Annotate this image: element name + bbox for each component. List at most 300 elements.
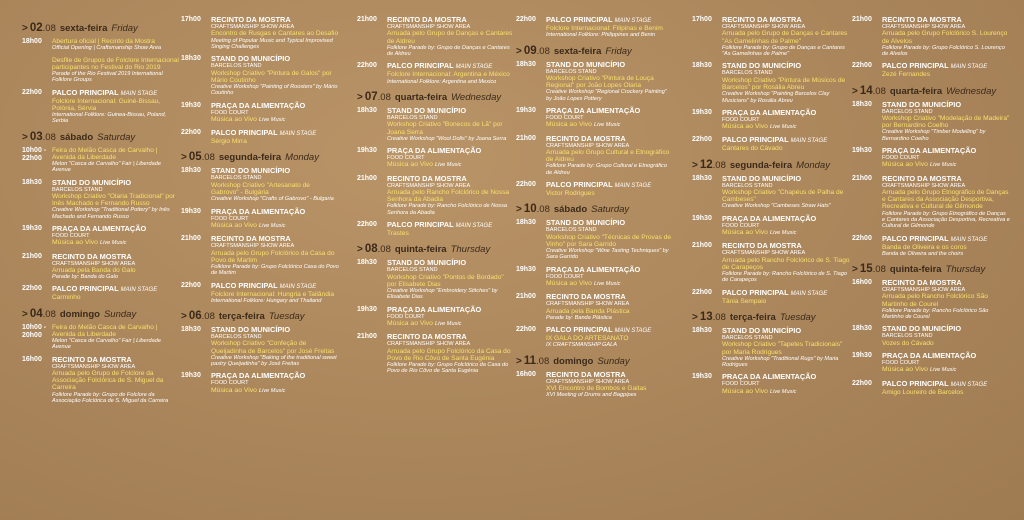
venue-subtitle: FOOD COURT — [211, 109, 249, 116]
event-time: 19h30 — [852, 352, 872, 360]
event-venue — [722, 242, 850, 250]
event-description: Melon "Casca de Carvalho" Fair | Liberdade Avenue — [52, 338, 161, 351]
venue-name: PRAÇA DA ALIMENTAÇÃO — [546, 264, 641, 274]
event-time: 19h30 — [181, 372, 201, 380]
event-title: Arruada pela Banda Plástica — [546, 307, 630, 315]
event-item — [357, 62, 515, 85]
venue-name: RECINTO DA MOSTRA — [211, 15, 291, 24]
event-item — [181, 102, 339, 125]
event-description: Creative Workshop "Wool Dolls" by Joana Serra — [387, 135, 507, 142]
day-number: 05 — [188, 151, 202, 164]
event-venue — [546, 371, 674, 379]
event-description: Creative Workshop "Traditional Pottery" by Inês Machado and Fernando Russo — [52, 207, 170, 220]
event-time: 22h00 — [692, 288, 712, 296]
event-time: 19h30 — [357, 305, 377, 313]
venue-subtitle: CRAFTSMANSHIP SHOW AREA — [387, 182, 471, 189]
venue-subtitle: FOOD COURT — [211, 380, 249, 387]
event-title: Carminho — [52, 294, 81, 302]
event-description: Meeting of Popular Music and Typical Improvised Singing Challenges — [211, 37, 333, 50]
venue-subtitle: FOOD COURT — [387, 155, 425, 162]
event-description: Folklore Parade by: Grupo Folclórico da Casa do Povo de Rio Côvo de Santa Eugénia — [387, 362, 509, 375]
day-name: terça-feira — [218, 311, 265, 323]
event-venue — [52, 89, 180, 98]
venue-subtitle: CRAFTSMANSHIP SHOW AREA — [882, 24, 966, 30]
event-item — [852, 101, 1010, 142]
event-venue — [546, 107, 674, 115]
live-music-label: Música ao Vivo — [722, 387, 768, 395]
event-body — [722, 136, 850, 152]
event-venue — [211, 55, 339, 63]
venue-subtitle: BARCELOS STAND — [546, 68, 597, 75]
day-number: 09 — [523, 44, 537, 57]
event-time: 21h00 — [516, 293, 536, 301]
event-title: Feira do Melão Casca de Carvalho | Avenida da Liberdade — [52, 146, 158, 161]
event-time: 18h30 — [692, 174, 712, 182]
day-number: 08 — [364, 243, 378, 256]
event-venue — [546, 61, 674, 69]
event-time: 18h30 — [22, 178, 42, 186]
event-body — [722, 215, 850, 238]
event-venue — [722, 373, 850, 381]
event-venue — [722, 289, 850, 298]
venue-name-english: MAIN STAGE — [790, 290, 828, 297]
day-name-english: Tuesday — [779, 311, 816, 323]
event-venue — [211, 372, 339, 380]
event-title: Zezé Fernandes — [882, 71, 931, 79]
event-venue — [722, 175, 850, 183]
event-body — [52, 225, 180, 248]
event-venue — [882, 235, 1010, 244]
venue-subtitle: BARCELOS STAND — [546, 227, 597, 234]
event-item — [692, 16, 850, 57]
venue-subtitle: BARCELOS STAND — [722, 70, 773, 77]
venue-name: PRAÇA DA ALIMENTAÇÃO — [52, 223, 147, 233]
event-venue — [546, 293, 674, 301]
venue-name: PRAÇA DA ALIMENTAÇÃO — [722, 107, 817, 117]
venue-name: RECINTO DA MOSTRA — [882, 278, 962, 288]
event-item — [852, 235, 1010, 258]
event-item — [516, 371, 674, 399]
live-music-line — [722, 123, 850, 131]
venue-subtitle: BARCELOS STAND — [211, 175, 262, 182]
event-item — [516, 219, 674, 260]
venue-name-english: MAIN STAGE — [950, 64, 988, 71]
venue-subtitle: CRAFTSMANSHIP SHOW AREA — [882, 182, 966, 189]
event-title: Arruada pelo Grupo de Folclore da Associação Folclórica de S. Miguel da Carreira — [52, 370, 164, 392]
event-venue — [52, 356, 180, 364]
month-number: .08 — [201, 152, 215, 164]
day-number: 12 — [699, 158, 713, 171]
day-name: quinta-feira — [889, 264, 942, 276]
venue-subtitle: FOOD COURT — [722, 222, 760, 229]
venue-name: PRAÇA DA ALIMENTAÇÃO — [211, 371, 306, 381]
event-body — [211, 129, 339, 145]
event-body — [211, 16, 339, 50]
live-music-english: Live Music — [593, 122, 621, 129]
event-venue — [882, 175, 1010, 183]
day-number: 15 — [859, 263, 873, 276]
venue-name: PRAÇA DA ALIMENTAÇÃO — [211, 206, 306, 216]
day-name-english: Thursday — [450, 244, 491, 256]
schedule-column — [692, 16, 850, 401]
event-time: 18h30 — [852, 325, 872, 333]
event-item — [852, 62, 1010, 78]
event-time: 22h00 — [516, 16, 536, 23]
event-description: Parade of the Rio Festival 2019 International Folklore Groups — [52, 70, 163, 84]
event-title: Abertura oficial | Recinto da Mostra — [52, 38, 155, 45]
event-time: 22h00 — [22, 285, 42, 293]
event-title: Workshop Criativo "Pintura de Músicos de Barcelos" por Rosália Abreu — [722, 76, 846, 92]
event-item — [22, 89, 180, 125]
event-venue — [211, 102, 339, 110]
event-item — [357, 107, 515, 142]
event-item — [692, 215, 850, 238]
event-time: 17h00 — [692, 16, 712, 23]
event-time: 18h30 — [357, 259, 377, 267]
event-description: Folklore Parade by: Grupo Folclórico Casa do Povo de Martim — [211, 263, 339, 277]
event-body — [52, 285, 180, 301]
venue-name: RECINTO DA MOSTRA — [387, 332, 467, 342]
event-time: 16h00 — [852, 279, 872, 287]
venue-name: PALCO PRINCIPAL — [387, 220, 454, 230]
day-header — [357, 243, 515, 255]
event-title: XVI Encontro de Bombos e Gaitas — [546, 384, 647, 392]
event-time: 19h30 — [181, 207, 201, 215]
event-title: Arruada pelo Grupo Folclórico da Casa do Povo de Martim — [211, 249, 335, 264]
day-name-english: Monday — [285, 152, 319, 164]
event-item — [692, 136, 850, 152]
event-venue — [722, 215, 850, 223]
day-number: 10 — [523, 203, 537, 216]
day-name-english: Sunday — [597, 355, 630, 367]
event-venue — [52, 225, 180, 233]
venue-name-english: MAIN STAGE — [279, 283, 317, 290]
venue-subtitle: BARCELOS STAND — [211, 63, 262, 70]
event-body — [546, 326, 674, 349]
event-body — [387, 306, 515, 329]
month-number: .08 — [377, 91, 391, 103]
event-venue — [387, 333, 515, 341]
event-time: 21h00 — [852, 16, 872, 23]
venue-subtitle: FOOD COURT — [722, 116, 760, 123]
event-body — [722, 373, 850, 396]
event-time: 18h30 — [692, 326, 712, 334]
event-time: 22h00 — [516, 180, 536, 188]
venue-name: RECINTO DA MOSTRA — [882, 173, 962, 183]
live-music-label: Música ao Vivo — [387, 161, 433, 169]
live-music-line — [387, 320, 515, 328]
event-time: 19h30 — [852, 147, 872, 155]
chevron-right-icon: > — [516, 45, 522, 57]
event-description: Creative Workshop "Traditional Rugs" by Maria Rodrigues — [722, 355, 839, 369]
event-description: Creative Workshop "Timber Modelling" by Bernardino Coelho — [882, 129, 986, 142]
event-time: 22h00 — [852, 62, 872, 70]
day-name-english: Sunday — [103, 308, 137, 320]
live-music-label: Música ao Vivo — [722, 229, 768, 237]
event-description: International Folklore: Philippines and Benin — [546, 32, 656, 39]
event-description: Creative Workshop "Painting Barcelos Clay Musicians" by Rosália Abreu — [722, 91, 830, 104]
event-venue — [722, 109, 850, 117]
venue-subtitle: BARCELOS STAND — [882, 333, 933, 340]
event-time: 22h00 — [852, 379, 872, 387]
venue-subtitle: CRAFTSMANSHIP SHOW AREA — [387, 24, 471, 30]
event-item — [516, 135, 674, 176]
event-venue — [387, 221, 515, 230]
event-item — [357, 259, 515, 300]
event-time: 16h00 — [22, 355, 42, 363]
event-item — [516, 326, 674, 349]
live-music-english: Live Music — [593, 280, 621, 287]
venue-name: RECINTO DA MOSTRA — [546, 369, 626, 379]
venue-subtitle: FOOD COURT — [546, 273, 584, 280]
month-number: .08 — [42, 23, 56, 34]
event-title: Workshop Criativo "Olaria Tradicional" por Inês Machado e Fernando Russo — [52, 192, 175, 208]
day-number: 14 — [859, 84, 873, 97]
event-time: 21h00 — [357, 333, 377, 341]
event-item — [357, 147, 515, 170]
event-item — [692, 289, 850, 305]
venue-name: PALCO PRINCIPAL — [211, 280, 278, 290]
event-item — [181, 282, 339, 305]
day-name: terça-feira — [729, 311, 776, 323]
chevron-right-icon: > — [357, 91, 363, 103]
event-description: Folklore Parade by: Grupo Cultural e Etnográfico de Aldreu — [546, 163, 667, 176]
event-time: 18h30 — [181, 326, 201, 334]
event-time: 16h00 — [516, 370, 536, 378]
day-header — [357, 91, 515, 103]
chevron-right-icon: > — [516, 355, 522, 367]
event-venue — [882, 279, 1010, 287]
event-item — [516, 16, 674, 39]
venue-name: PRAÇA DA ALIMENTAÇÃO — [882, 146, 977, 156]
event-body — [882, 101, 1010, 142]
venue-name: PALCO PRINCIPAL — [52, 87, 119, 97]
event-body — [387, 333, 515, 374]
event-body — [882, 175, 1010, 230]
venue-subtitle: FOOD COURT — [52, 232, 90, 239]
day-name-english: Friday — [111, 23, 138, 34]
venue-name: STAND DO MUNICÍPIO — [387, 258, 467, 268]
venue-name: STAND DO MUNICÍPIO — [211, 54, 291, 64]
venue-name: RECINTO DA MOSTRA — [722, 241, 802, 251]
event-item — [692, 373, 850, 396]
event-time: 22h00 — [516, 326, 536, 334]
day-name: domingo — [59, 308, 100, 320]
event-time: 18h30 — [852, 100, 872, 108]
chevron-right-icon: > — [357, 244, 363, 256]
event-title: Folclore Internacional: Hungria e Tailândia — [211, 290, 335, 298]
event-item — [516, 61, 674, 102]
venue-name: STAND DO MUNICÍPIO — [546, 218, 626, 228]
event-body — [387, 147, 515, 170]
venue-name: STAND DO MUNICÍPIO — [52, 177, 132, 187]
event-venue — [882, 380, 1010, 389]
event-title: Arruada pelo Rancho Folclórico São Martinho de Courel — [882, 293, 988, 308]
event-title: Folclore Internacional: Guiné-Bissau, Polónia, Sérvia — [52, 97, 161, 112]
live-music-english: Live Music — [434, 321, 462, 328]
venue-name: PALCO PRINCIPAL — [546, 325, 613, 335]
event-time: 21h00 — [516, 134, 536, 142]
event-venue — [211, 208, 339, 216]
event-venue — [52, 253, 180, 261]
event-body — [387, 259, 515, 300]
day-name: segunda-feira — [729, 159, 793, 171]
event-item — [22, 225, 180, 248]
event-item — [516, 293, 674, 321]
event-venue — [211, 167, 339, 175]
venue-subtitle: FOOD COURT — [722, 381, 760, 388]
event-title: Arruada pelo Grupo Folclórico S. Lourenço de Alvelos — [882, 30, 1008, 45]
event-item — [181, 16, 339, 50]
event-item — [181, 372, 339, 395]
event-venue — [387, 16, 515, 24]
day-name-english: Tuesday — [268, 311, 305, 323]
event-title: Trastes — [387, 230, 409, 238]
live-music-label: Música ao Vivo — [211, 116, 257, 124]
event-description: International Folklore: Argentina and Mexico — [387, 78, 497, 85]
event-item — [181, 129, 339, 145]
event-venue — [211, 16, 339, 24]
event-description: Official Opening | Craftsmanship Show Area — [52, 45, 162, 52]
day-header — [181, 151, 339, 163]
day-name-english: Monday — [796, 159, 830, 171]
event-description: Creative Workshop "Regional Crockery Painting" by João Lopes Pottery — [546, 89, 667, 102]
live-music-label: Música ao Vivo — [211, 386, 257, 394]
event-body — [387, 16, 515, 57]
event-body — [546, 16, 674, 39]
chevron-right-icon: > — [22, 23, 28, 34]
event-venue — [546, 266, 674, 274]
event-description: Folklore Parade by: Grupo de Danças e Cantares "As Gamelinhas de Palme" — [722, 44, 845, 58]
venue-name-english: MAIN STAGE — [455, 223, 493, 230]
venue-name: PALCO PRINCIPAL — [546, 15, 613, 24]
event-item — [692, 109, 850, 132]
day-name-english: Wednesday — [451, 91, 502, 103]
venue-subtitle: CRAFTSMANSHIP SHOW AREA — [546, 301, 630, 308]
day-name: sexta-feira — [553, 45, 602, 57]
event-item — [852, 279, 1010, 320]
venue-name: STAND DO MUNICÍPIO — [211, 166, 291, 176]
event-description: International Folklore: Guinea-Bissau, Poland, Serbia — [52, 111, 167, 125]
event-venue — [882, 352, 1010, 360]
day-number: 02 — [29, 22, 43, 34]
event-time: 19h30 — [357, 147, 377, 155]
day-name: domingo — [553, 355, 594, 367]
day-name: quarta-feira — [889, 85, 943, 97]
event-title: Arruada pelo Rancho Folclórico de Nossa Senhora da Abadia — [387, 189, 510, 204]
event-time: 10h00 - 20h00 — [22, 323, 47, 339]
event-body — [211, 326, 339, 367]
live-music-label: Música ao Vivo — [546, 121, 592, 129]
event-time: 19h30 — [516, 106, 536, 114]
day-header — [516, 45, 674, 57]
live-music-english: Live Music — [99, 240, 127, 247]
live-music-english: Live Music — [258, 117, 286, 124]
chevron-right-icon: > — [181, 311, 187, 323]
event-description: Creative Workshop "Crafts of Gabrovo" - Bulgaria — [211, 196, 334, 203]
day-name: sexta-feira — [59, 23, 108, 34]
event-item — [22, 38, 180, 52]
event-title: Arruada pela Banda do Galo — [52, 266, 136, 274]
event-description: Folklore Parade by: Rancho Folclórico de S. Tiago de Carapeços — [722, 271, 847, 284]
event-description: IX CRAFTSMANSHIP GALA — [546, 342, 617, 349]
event-body — [722, 289, 850, 305]
day-header — [852, 263, 1010, 275]
event-description: Banda de Oliveira and the choirs — [882, 250, 964, 257]
event-body — [52, 179, 180, 220]
live-music-label: Música ao Vivo — [722, 123, 768, 131]
event-description: Folklore Parade by: Grupo Folclórico S. Lourenço de Alvelos — [882, 44, 1005, 58]
venue-name: STAND DO MUNICÍPIO — [882, 99, 962, 109]
day-header — [516, 203, 674, 215]
event-time: 21h00 — [181, 235, 201, 243]
event-time: 21h00 — [692, 242, 712, 250]
live-music-english: Live Music — [769, 124, 797, 131]
event-description: Parade by: Banda do Galo — [52, 274, 118, 281]
venue-name: PALCO PRINCIPAL — [387, 61, 454, 71]
event-venue — [882, 101, 1010, 109]
event-time — [22, 57, 52, 84]
event-item — [692, 62, 850, 103]
event-time: 18h30 — [692, 62, 712, 70]
event-description: International Folklore: Hungary and Thailand — [211, 297, 322, 304]
event-description: Creative Workshop "Baking of the traditional sweet pastry Queijadinha" by José Freitas — [211, 354, 337, 368]
event-item — [852, 325, 1010, 347]
event-venue — [546, 326, 674, 335]
venue-name: RECINTO DA MOSTRA — [722, 15, 802, 24]
day-number: 13 — [699, 310, 713, 323]
day-header — [22, 308, 180, 320]
event-body — [882, 352, 1010, 375]
live-music-line — [546, 121, 674, 129]
event-item — [357, 175, 515, 216]
event-title: Arruada pelo Grupo Cultural e Etnográfico de Aldreu — [546, 148, 670, 164]
venue-name: STAND DO MUNICÍPIO — [882, 324, 962, 334]
event-body — [722, 16, 850, 57]
event-venue — [387, 259, 515, 267]
event-title: Workshop Criativo "Pintura de Galos" por Mário Coutinho — [211, 69, 332, 84]
event-title: Arruada pelo Grupo Folclórico da Casa do Povo de Rio Côvo de Santa Eugénia — [387, 347, 511, 362]
venue-subtitle: BARCELOS STAND — [882, 108, 933, 115]
live-music-line — [882, 366, 1010, 374]
event-time: 18h30 — [516, 60, 536, 68]
month-number: .08 — [712, 311, 726, 323]
event-time: 21h00 — [852, 174, 872, 182]
event-body — [722, 327, 850, 368]
live-music-english: Live Music — [769, 230, 797, 237]
venue-name: STAND DO MUNICÍPIO — [387, 105, 467, 115]
chevron-right-icon: > — [181, 152, 187, 164]
event-time: 22h00 — [852, 234, 872, 242]
venue-subtitle: BARCELOS STAND — [722, 334, 773, 341]
venue-name: PALCO PRINCIPAL — [546, 179, 613, 189]
event-body — [546, 135, 674, 176]
event-venue — [546, 219, 674, 227]
schedule-column — [22, 16, 180, 409]
event-description: XVI Meeting of Drums and Bagpipes — [546, 392, 637, 399]
day-name: sábado — [59, 131, 94, 143]
event-venue — [722, 62, 850, 70]
event-body — [722, 175, 850, 210]
event-time: 18h30 — [516, 219, 536, 227]
live-music-english: Live Music — [258, 222, 286, 229]
event-item — [692, 327, 850, 368]
venue-subtitle: FOOD COURT — [546, 114, 584, 121]
venue-subtitle: BARCELOS STAND — [387, 114, 438, 121]
day-number: 06 — [188, 310, 202, 323]
event-time: 19h30 — [22, 224, 42, 232]
venue-name-english: MAIN STAGE — [614, 328, 652, 335]
